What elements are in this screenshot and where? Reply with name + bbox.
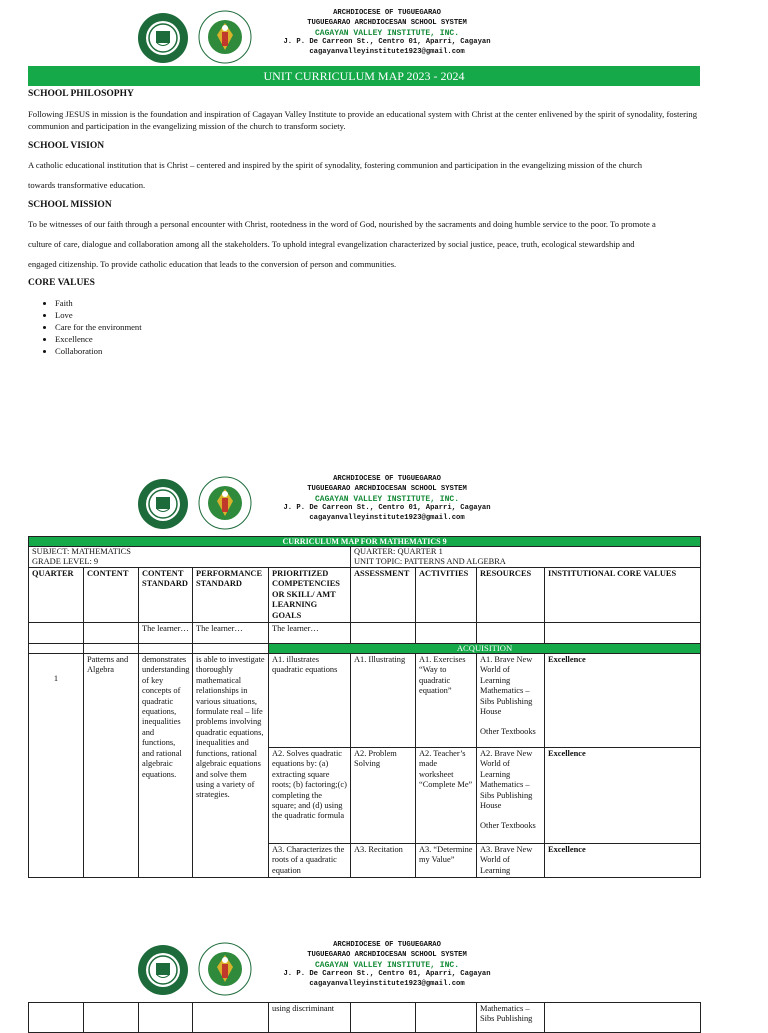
letterhead-3 xyxy=(0,942,768,1004)
core-value-item: • Love xyxy=(55,309,142,321)
school-system-line: TUGUEGARAO ARCHDIOCESAN SCHOOL SYSTEM xyxy=(307,18,467,27)
letterhead-2 xyxy=(0,476,768,538)
learner-cs: The learner… xyxy=(139,623,193,644)
core-value-item: • Excellence xyxy=(55,333,142,345)
email-line: cagayanvalleyinstitute1923@gmail.com xyxy=(309,980,465,989)
curriculum-map-continued xyxy=(28,1002,701,1033)
map-title: CURRICULUM MAP FOR MATHEMATICS 9 xyxy=(29,537,701,547)
col-content-standard: CONTENT STANDARD xyxy=(139,568,193,623)
content-cell: Patterns and Algebra xyxy=(84,654,139,878)
learner-ps: The learner… xyxy=(193,623,269,644)
vision-line-1: A catholic educational institution that is Christ – centered and inspired by the spirit of synodality, fostering communion and participation in the evangelizing mission of the church xyxy=(28,160,642,170)
institute-name: CAGAYAN VALLEY INSTITUTE, INC. xyxy=(314,494,460,504)
archdiocese-line: ARCHDIOCESE OF TUGUEGARAO xyxy=(333,9,441,17)
mission-heading: SCHOOL MISSION xyxy=(28,200,112,210)
learner-pc: The learner… xyxy=(269,623,351,644)
quarter-number: 1 xyxy=(29,654,84,878)
school-system-line: TUGUEGARAO ARCHDIOCESAN SCHOOL SYSTEM xyxy=(307,484,467,493)
mission-line-1: To be witnesses of our faith through a personal encounter with Christ, rootedness in the word of God, nourished by the sacraments and doing humble service to the poor. To promote a xyxy=(28,219,656,229)
school-system-line: TUGUEGARAO ARCHDIOCESAN SCHOOL SYSTEM xyxy=(307,950,467,959)
core-value-item: • Faith xyxy=(55,297,142,309)
quarter-label: QUARTER: QUARTER 1 xyxy=(354,547,443,556)
core-values-list xyxy=(28,297,142,357)
curriculum-map-banner: UNIT CURRICULUM MAP 2023 - 2024 xyxy=(28,66,700,86)
mission-line-2: culture of care, dialogue and collaboration among all the stakeholders. To uphold integral evangelization characterized by social justice, peace, truth, ecological stewardship and xyxy=(28,239,635,249)
cvi-seal-logo xyxy=(137,478,189,530)
competency-a1: A1. illustrates quadratic equations xyxy=(269,654,351,748)
col-core-values: INSTITUTIONAL CORE VALUES xyxy=(545,568,701,623)
core-values-heading: CORE VALUES xyxy=(28,278,95,288)
assessment-a3: A3. Recitation xyxy=(351,844,416,878)
resource-a1: A1. Brave New World of Learning Mathematics – Sibs Publishing House Other Textbooks xyxy=(477,654,545,748)
tass-seal-logo xyxy=(198,476,250,528)
activity-a3: A3. “Determine my Value” xyxy=(416,844,477,878)
assessment-a1: A1. Illustrating xyxy=(351,654,416,748)
archdiocese-line: ARCHDIOCESE OF TUGUEGARAO xyxy=(333,941,441,949)
letterhead-1 xyxy=(0,10,768,72)
address-line: J. P. De Carreon St., Centro 01, Aparri, Cagayan xyxy=(283,38,491,47)
unit-topic-label: UNIT TOPIC: PATTERNS AND ALGEBRA xyxy=(354,556,506,566)
tass-seal-logo xyxy=(198,942,250,994)
assessment-a2: A2. Problem Solving xyxy=(351,748,416,844)
philosophy-heading: SCHOOL PHILOSOPHY xyxy=(28,89,134,99)
col-competencies: PRIORITIZED COMPETENCIES OR SKILL/ AMT LEARNING GOALS xyxy=(269,568,351,623)
vision-line-2: towards transformative education. xyxy=(28,180,146,190)
tass-seal-logo xyxy=(198,10,250,62)
col-quarter: QUARTER xyxy=(29,568,84,623)
activity-a1: A1. Exercises “Way to quadratic equation” xyxy=(416,654,477,748)
philosophy-text: Following JESUS in mission is the foundation and inspiration of Cagayan Valley Institute to provide an educational system with Christ at the center enlivened by the spirit of synodality, fostering communion and participation in the evangelizing mission of the church to transform society. xyxy=(28,109,698,131)
performance-standard-cell: is able to investigate thoroughly mathematical relationships in various situations, formulate real – life problems involving quadratic equations, inequalities and functions, rational algebraic equations and solve them using a variety of strategies. xyxy=(193,654,269,878)
value-a2: Excellence xyxy=(545,748,701,844)
col-assessment: ASSESSMENT xyxy=(351,568,416,623)
col-resources: RESOURCES xyxy=(477,568,545,623)
core-value-item: • Collaboration xyxy=(55,345,142,357)
cvi-seal-logo xyxy=(137,944,189,996)
resource-a3: A3. Brave New World of Learning xyxy=(477,844,545,878)
value-a3: Excellence xyxy=(545,844,701,878)
grade-label: GRADE LEVEL: 9 xyxy=(32,556,99,566)
col-performance-standard: PERFORMANCE STANDARD xyxy=(193,568,269,623)
mission-line-3: engaged citizenship. To provide catholic education that leads to the conversion of person and communities. xyxy=(28,259,397,269)
institute-name: CAGAYAN VALLEY INSTITUTE, INC. xyxy=(314,960,460,970)
archdiocese-line: ARCHDIOCESE OF TUGUEGARAO xyxy=(333,475,441,483)
competency-a3-cont: using discriminant xyxy=(269,1003,351,1033)
resource-a2: A2. Brave New World of Learning Mathematics – Sibs Publishing House Other Textbooks xyxy=(477,748,545,844)
col-activities: ACTIVITIES xyxy=(416,568,477,623)
competency-a3: A3. Characterizes the roots of a quadratic equation xyxy=(269,844,351,878)
institute-name: CAGAYAN VALLEY INSTITUTE, INC. xyxy=(314,28,460,38)
address-line: J. P. De Carreon St., Centro 01, Aparri, Cagayan xyxy=(283,504,491,513)
value-a1: Excellence xyxy=(545,654,701,748)
email-line: cagayanvalleyinstitute1923@gmail.com xyxy=(309,48,465,57)
content-standard-cell: demonstrates understanding of key concepts of quadratic equations, inequalities and functions, and rational algebraic equations. xyxy=(139,654,193,878)
col-content: CONTENT xyxy=(84,568,139,623)
resource-a3-cont: Mathematics – Sibs Publishing xyxy=(477,1003,545,1033)
competency-a2: A2. Solves quadratic equations by: (a) extracting square roots; (b) factoring;(c) completing the square; and (d) using the quadratic formula xyxy=(269,748,351,844)
vision-heading: SCHOOL VISION xyxy=(28,141,105,151)
core-value-item: • Care for the environment xyxy=(55,321,142,333)
curriculum-map-table xyxy=(28,536,701,878)
acquisition-band: ACQUISITION xyxy=(269,644,701,654)
activity-a2: A2. Teacher’s made worksheet “Complete Me” xyxy=(416,748,477,844)
cvi-seal-logo xyxy=(137,12,189,64)
email-line: cagayanvalleyinstitute1923@gmail.com xyxy=(309,514,465,523)
subject-label: SUBJECT: MATHEMATICS xyxy=(32,547,131,556)
address-line: J. P. De Carreon St., Centro 01, Aparri, Cagayan xyxy=(283,970,491,979)
